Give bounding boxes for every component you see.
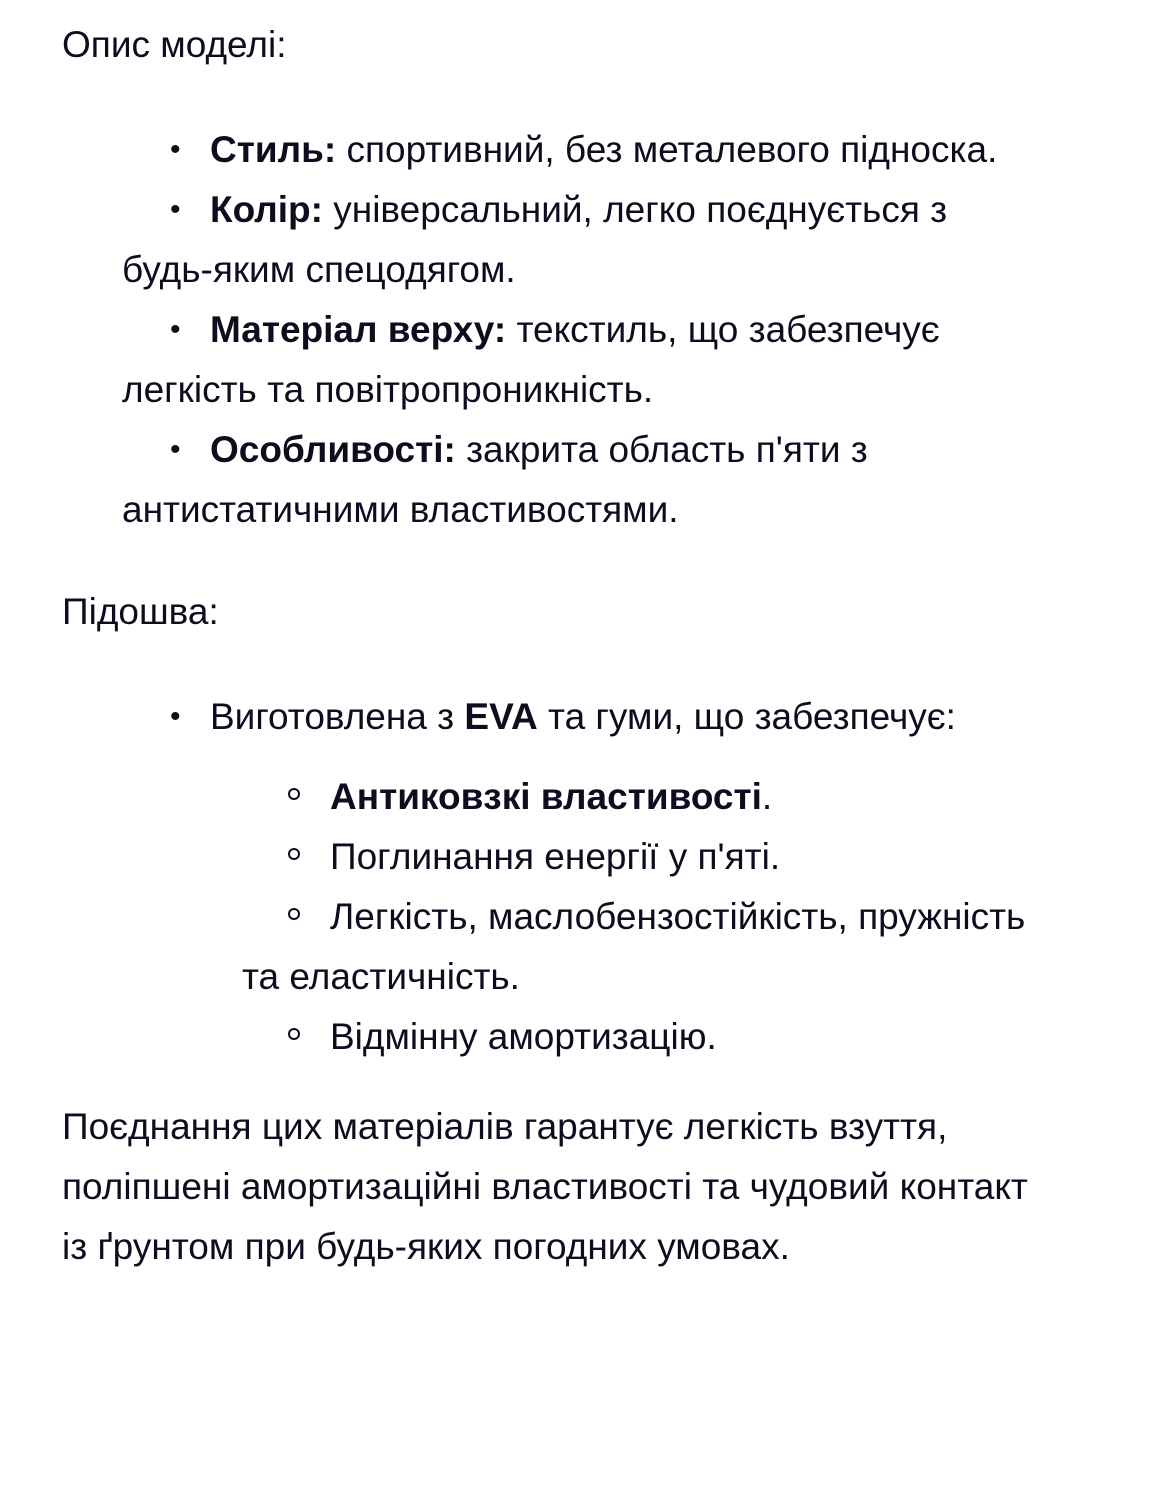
item-label: Колір: <box>210 189 323 230</box>
hollow-bullet-icon <box>286 827 330 887</box>
item-text-after: та гуми, що забезпечує: <box>537 696 956 737</box>
list-item-features <box>62 420 1042 540</box>
bullet-icon <box>166 420 210 480</box>
subitem-text: Поглинання енергії у п'яті. <box>330 836 781 877</box>
sole-list <box>62 687 1170 1067</box>
sublist-item-cushioning <box>122 1007 1062 1067</box>
sole-properties-list <box>122 767 1042 1067</box>
item-text: універсальний, легко поєднується з будь-яким спецодягом. <box>122 189 948 290</box>
item-text: текстиль, що забезпечує легкість та повітропроникність. <box>122 309 940 410</box>
model-description-heading: Опис моделі: <box>62 24 287 65</box>
hollow-bullet-icon <box>286 1007 330 1067</box>
item-text-before: Виготовлена з <box>210 696 465 737</box>
subitem-bold: Антиковзкі властивості <box>330 776 762 817</box>
item-text: спортивний, без металевого підноска. <box>336 129 998 170</box>
item-label: Особливості: <box>210 429 456 470</box>
item-label: Матеріал верху: <box>210 309 507 350</box>
spacer <box>62 540 1170 582</box>
item-text: закрита область п'яти з антистатичними властивостями. <box>122 429 868 530</box>
list-item-upper-material <box>62 300 1042 420</box>
hollow-bullet-icon <box>286 887 330 947</box>
sublist-item-lightness <box>122 887 1062 1007</box>
item-bold-eva: EVA <box>464 696 538 737</box>
subitem-text: Відмінну амортизацію. <box>330 1016 717 1057</box>
list-item-color <box>62 180 1042 300</box>
sole-heading: Підошва: <box>62 591 219 632</box>
list-item-sole-material <box>62 687 1042 1067</box>
bullet-icon <box>166 180 210 240</box>
bullet-icon <box>166 300 210 360</box>
sublist-item-energy-absorption <box>122 827 1062 887</box>
conclusion-paragraph: Поєднання цих матеріалів гарантує легкість взуття, поліпшені амортизаційні властивості та чудовий контакт із ґрунтом при будь-яких погодних умовах. <box>62 1106 1028 1267</box>
hollow-bullet-icon <box>286 767 330 827</box>
spacer <box>62 1067 1170 1097</box>
subitem-text: . <box>761 776 773 817</box>
item-label: Стиль: <box>210 129 337 170</box>
bullet-icon <box>166 120 210 180</box>
sublist-item-anti-slip <box>122 767 1062 827</box>
subitem-text: Легкість, маслобензостійкість, пружність та еластичність. <box>242 896 1026 997</box>
list-item-style <box>62 120 1042 180</box>
model-features-list <box>62 120 1170 540</box>
bullet-icon <box>166 687 210 747</box>
